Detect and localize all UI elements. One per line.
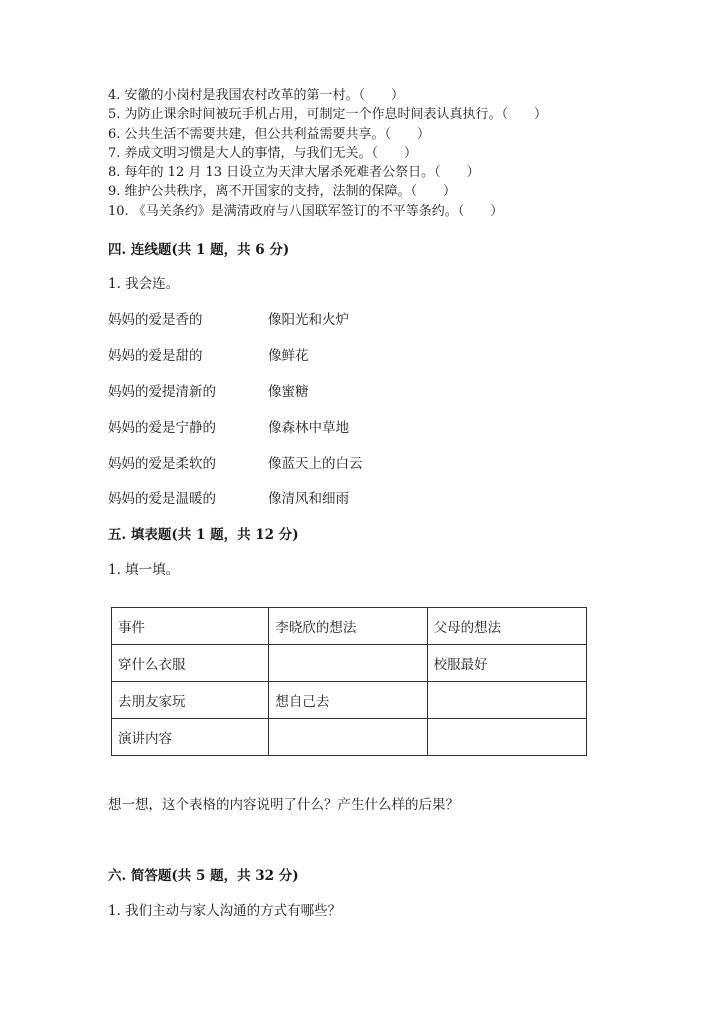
table-cell bbox=[427, 719, 586, 756]
match-left: 妈妈的爱是柔软的 bbox=[108, 456, 216, 472]
match-right: 像蜜糖 bbox=[268, 384, 309, 400]
table-row bbox=[112, 682, 587, 719]
table-cell: 去朋友家玩 bbox=[112, 682, 269, 719]
tf-item-8: 8. 每年的 12 月 13 日设立为天津大屠杀死难者公祭日。（ ） bbox=[108, 165, 480, 181]
table-cell: 事件 bbox=[112, 608, 269, 645]
match-left: 妈妈的爱是香的 bbox=[108, 312, 203, 328]
match-left: 妈妈的爱是温暖的 bbox=[108, 491, 216, 507]
table-cell bbox=[269, 645, 427, 682]
tf-item-9: 9. 维护公共秩序，离不开国家的支持，法制的保障。（ ） bbox=[108, 184, 457, 200]
section-6-heading: 六. 简答题(共 5 题，共 32 分) bbox=[108, 868, 299, 884]
match-left: 妈妈的爱提清新的 bbox=[108, 384, 216, 400]
tf-item-4: 4. 安徽的小岗村是我国农村改革的第一村。（ ） bbox=[108, 88, 405, 103]
match-right: 像清风和细雨 bbox=[268, 491, 349, 507]
tf-item-6: 6. 公共生活不需要共建，但公共利益需要共享。（ ） bbox=[108, 126, 431, 142]
fill-in-table bbox=[111, 607, 587, 756]
tf-item-5: 5. 为防止课余时间被玩手机占用，可制定一个作息时间表认真执行。（ ） bbox=[108, 107, 548, 123]
section-5-heading: 五. 填表题(共 1 题，共 12 分) bbox=[108, 527, 299, 543]
match-left: 妈妈的爱是宁静的 bbox=[108, 420, 216, 436]
match-right: 像蓝天上的白云 bbox=[268, 456, 363, 472]
match-right: 像森林中草地 bbox=[268, 420, 349, 436]
table-cell: 李晓欣的想法 bbox=[269, 608, 427, 645]
match-left: 妈妈的爱是甜的 bbox=[108, 348, 203, 364]
table-cell: 演讲内容 bbox=[112, 719, 269, 756]
table-cell: 校服最好 bbox=[427, 645, 586, 682]
match-right: 像阳光和火炉 bbox=[268, 312, 349, 328]
table-cell: 想自己去 bbox=[269, 682, 427, 719]
table-cell bbox=[427, 682, 586, 719]
table-row bbox=[112, 645, 587, 682]
table-row bbox=[112, 719, 587, 756]
section-5-question: 1. 填一填。 bbox=[108, 562, 180, 578]
section-4-heading: 四. 连线题(共 1 题，共 6 分) bbox=[108, 242, 290, 258]
match-right: 像鲜花 bbox=[268, 348, 309, 364]
table-row bbox=[112, 608, 587, 645]
table-cell: 穿什么衣服 bbox=[112, 645, 269, 682]
table-cell bbox=[269, 719, 427, 756]
tf-item-10: 10. 《马关条约》是满清政府与八国联军签订的不平等条约。（ ） bbox=[108, 203, 504, 219]
true-false-list bbox=[108, 86, 547, 221]
table-cell: 父母的想法 bbox=[427, 608, 586, 645]
tf-item-7: 7. 养成文明习惯是大人的事情，与我们无关。（ ） bbox=[108, 145, 418, 161]
section-6-question: 1. 我们主动与家人沟通的方式有哪些？ bbox=[108, 903, 342, 919]
table-reflection-prompt: 想一想，这个表格的内容说明了什么？产生什么样的后果？ bbox=[108, 797, 459, 813]
section-4-question: 1. 我会连。 bbox=[108, 276, 180, 292]
